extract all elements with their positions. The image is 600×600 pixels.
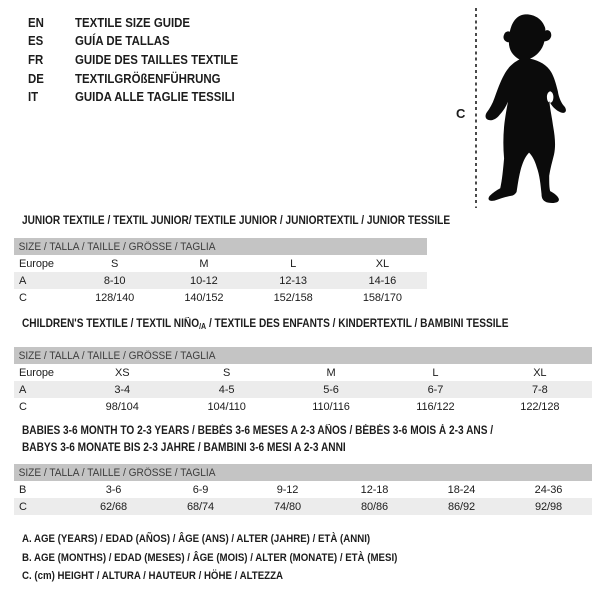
size-cell: 9-12 <box>276 483 299 496</box>
row-label: Europe <box>19 257 54 270</box>
table-title-line <box>22 440 493 457</box>
language-code <box>28 71 75 86</box>
row-label: C <box>19 500 27 513</box>
size-cell: 62/68 <box>99 500 128 513</box>
footnote-line <box>22 570 449 589</box>
babies-size-table <box>14 464 592 515</box>
size-cell: 92/98 <box>534 500 563 513</box>
size-cell: S <box>222 366 231 379</box>
babies-table-title <box>22 423 493 456</box>
size-cell: M <box>199 257 209 270</box>
language-code <box>28 52 75 67</box>
table-title-text: /A <box>199 322 207 331</box>
size-cell: XS <box>114 366 130 379</box>
footnote-line <box>22 552 449 571</box>
height-measure-label: C <box>456 106 466 121</box>
size-header-text: SIZE / TALLA / TAILLE / GRÖSSE / TAGLIA <box>18 466 216 479</box>
footnote-text: B. AGE (MONTHS) / EDAD (MESES) / ÂGE (MOIS) / ALTER (MONATE) / ETÀ (MESI) <box>22 551 398 564</box>
language-code-text: ES <box>28 33 44 49</box>
size-cell: 12-13 <box>279 274 307 287</box>
table-title-text: CHILDREN'S TEXTILE / TEXTIL NIÑO <box>22 318 200 330</box>
language-code-text: EN <box>28 14 44 30</box>
size-cell: 12-18 <box>360 483 389 496</box>
table-row <box>14 498 592 515</box>
row-label: B <box>19 483 27 496</box>
size-cell: XL <box>533 366 547 379</box>
size-cell: XL <box>375 257 389 270</box>
size-cell: L <box>432 366 439 379</box>
row-label: C <box>19 400 27 413</box>
size-cell: 74/80 <box>273 500 302 513</box>
size-cell: 5-6 <box>323 383 339 396</box>
size-cell: 98/104 <box>105 400 139 413</box>
size-cell: S <box>111 257 119 270</box>
size-header-bar <box>14 464 592 481</box>
table-row <box>14 364 592 381</box>
table-row <box>14 381 592 398</box>
table-title-line <box>22 423 493 440</box>
row-label: A <box>19 274 27 287</box>
table-row <box>14 289 427 306</box>
size-cell: 104/110 <box>207 400 246 413</box>
footnotes <box>22 533 449 589</box>
size-cell: 86/92 <box>447 500 476 513</box>
table-row <box>14 481 592 498</box>
size-header-bar <box>14 238 427 255</box>
table-row <box>14 398 592 415</box>
table-title-line <box>22 316 508 336</box>
size-cell: 4-5 <box>218 383 235 396</box>
language-code <box>28 33 75 48</box>
table-title-text: BABIES 3-6 MONTH TO 2-3 YEARS / BEBÉS 3-6 MESES A 2-3 AÑOS / BÉBÉS 3-6 MOIS À 2-3 ANS / <box>22 425 494 437</box>
row-label: Europe <box>19 366 54 379</box>
language-row <box>28 13 260 32</box>
baby-silhouette-icon <box>482 9 578 209</box>
language-code <box>28 15 75 30</box>
size-cell: 6-7 <box>427 383 444 396</box>
language-code-text: FR <box>28 51 44 67</box>
guide-title: GUÍA DE TALLAS <box>75 33 170 49</box>
size-cell: 3-6 <box>105 483 122 496</box>
guide-title: GUIDE DES TAILLES TEXTILE <box>75 51 239 67</box>
children-size-table <box>14 347 592 415</box>
size-cell: 152/158 <box>273 291 313 304</box>
size-cell: 140/152 <box>184 291 224 304</box>
guide-title: TEXTILGRÖßENFÜHRUNG <box>75 70 221 86</box>
size-cell: 122/128 <box>520 400 560 413</box>
size-cell: 128/140 <box>95 291 135 304</box>
children-table-title <box>22 316 508 336</box>
row-label: C <box>19 291 27 304</box>
table-row <box>14 255 427 272</box>
size-header-text: SIZE / TALLA / TAILLE / GRÖSSE / TAGLIA <box>18 240 216 253</box>
junior-size-table <box>14 238 427 306</box>
size-cell: 68/74 <box>186 500 215 513</box>
size-cell: 158/170 <box>362 291 402 304</box>
size-cell: 3-4 <box>114 383 130 396</box>
table-title-text: BABYS 3-6 MONATE BIS 2-3 JAHRE / BAMBINI 3-6 MESI A 2-3 ANNI <box>22 441 346 454</box>
guide-title: TEXTILE SIZE GUIDE <box>75 14 191 30</box>
language-code-text: DE <box>28 70 44 86</box>
language-code <box>28 89 75 104</box>
size-cell: 14-16 <box>368 274 397 287</box>
footnote-text: C. (cm) HEIGHT / ALTURA / HAUTEUR / HÖHE / ALTEZZA <box>22 570 284 582</box>
size-cell: 10-12 <box>190 274 218 287</box>
size-cell: 7-8 <box>532 383 548 396</box>
language-code-text: IT <box>28 89 39 105</box>
table-title-line <box>22 213 450 230</box>
language-row <box>28 50 260 69</box>
junior-table-title <box>22 213 450 230</box>
table-title-text: JUNIOR TEXTILE / TEXTIL JUNIOR/ TEXTILE JUNIOR / JUNIORTEXTIL / JUNIOR TESSILE <box>22 215 451 227</box>
row-label: A <box>19 383 27 396</box>
size-cell: 116/122 <box>416 400 455 413</box>
language-row <box>28 32 260 51</box>
footnote-text: A. AGE (YEARS) / EDAD (AÑOS) / ÂGE (ANS) / ALTER (JAHRE) / ETÀ (ANNI) <box>22 533 371 545</box>
size-header-text: SIZE / TALLA / TAILLE / GRÖSSE / TAGLIA <box>18 349 216 362</box>
size-cell: 8-10 <box>103 274 126 287</box>
table-title-text: / TEXTILE DES ENFANTS / KINDERTEXTIL / BAMBINI TESSILE <box>206 318 509 330</box>
size-cell: M <box>326 366 336 379</box>
size-cell: 18-24 <box>447 483 476 496</box>
size-cell: L <box>290 257 297 270</box>
size-cell: 110/116 <box>312 400 350 413</box>
language-row <box>28 69 260 88</box>
language-title-list <box>28 13 260 106</box>
size-cell: 6-9 <box>192 483 209 496</box>
footnote-line <box>22 533 449 552</box>
height-measure-dashed-line <box>475 8 477 208</box>
table-row <box>14 272 427 289</box>
language-row <box>28 87 260 106</box>
size-cell: 80/86 <box>360 500 389 513</box>
guide-title: GUIDA ALLE TAGLIE TESSILI <box>75 89 235 105</box>
size-cell: 24-36 <box>534 483 563 496</box>
size-header-bar <box>14 347 592 364</box>
